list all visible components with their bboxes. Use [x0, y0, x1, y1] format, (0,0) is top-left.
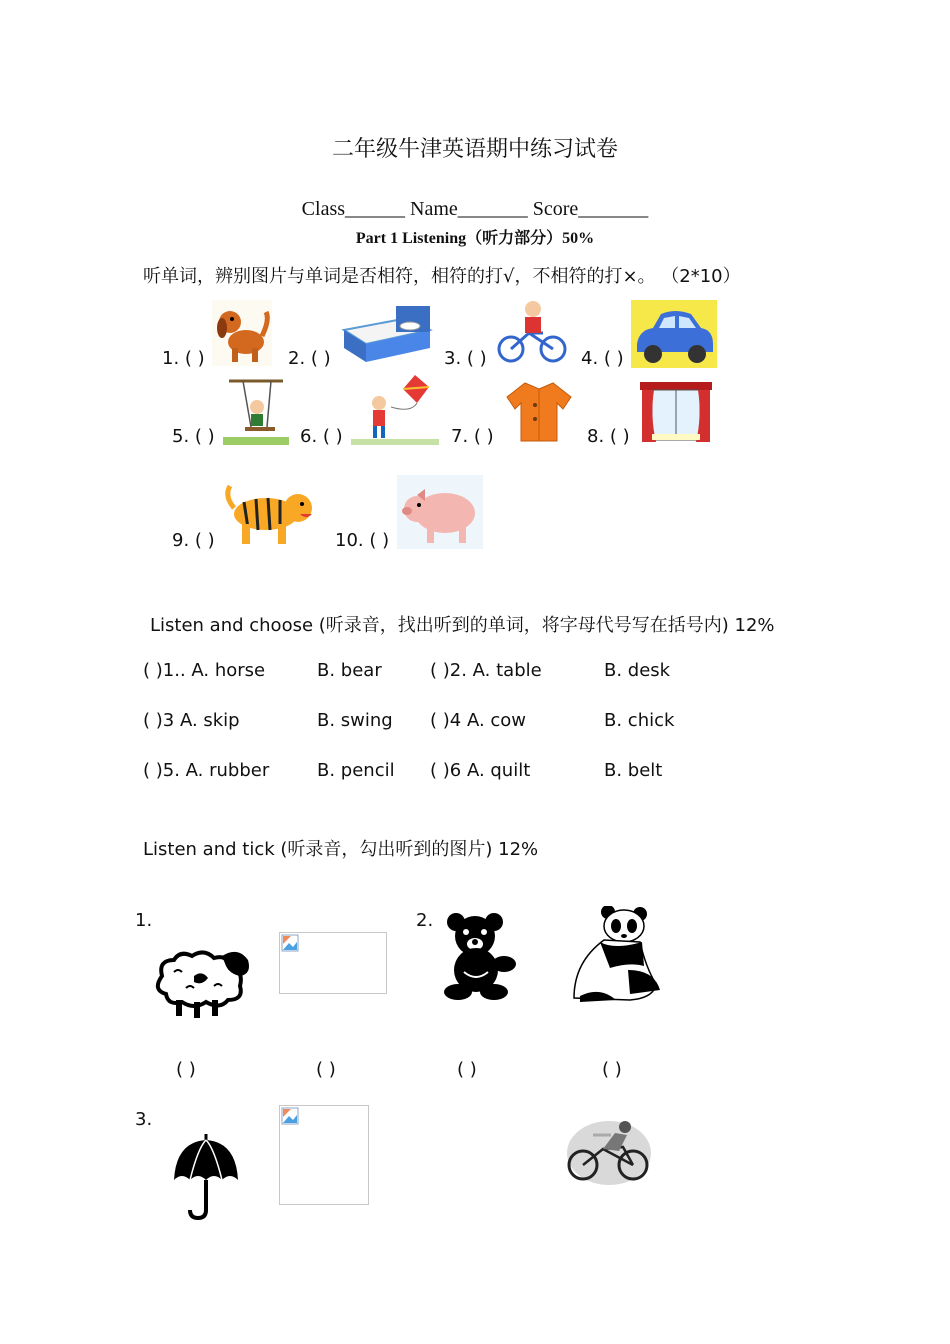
panda-icon: [570, 906, 662, 1006]
page-title: 二年级牛津英语期中练习试卷: [331, 136, 618, 161]
swing-icon: [223, 379, 289, 445]
car-icon: [631, 300, 717, 368]
s3-answer-paren-2: ( ): [316, 1059, 336, 1080]
sheep-icon: [148, 946, 252, 1020]
s2-q5-option-b: B. pencil: [317, 760, 395, 781]
bear-icon: [440, 912, 520, 1002]
s2-q4: ( )4 A. cow: [430, 710, 527, 731]
pig-icon: [397, 475, 483, 549]
s1-item-10-label: 10. ( ): [335, 530, 390, 551]
section2-instruction: Listen and choose (听录音，找出听到的单词，将字母代号写在括号内) 12%: [150, 615, 775, 636]
part1-heading: Part 1 Listening（听力部分）50%: [355, 230, 595, 247]
boy-bicycle-icon: [495, 297, 569, 365]
s1-item-3-label: 3. ( ): [444, 348, 487, 369]
s1-item-8-label: 8. ( ): [587, 426, 630, 447]
section1-instruction: 听单词，辨别图片与单词是否相符，相符的打√，不相符的打×。 （2*10）: [143, 266, 741, 287]
s1-item-7-label: 7. ( ): [451, 426, 494, 447]
class-name-score-line: Class______ Name_______ Score_______: [301, 198, 649, 220]
s2-q3-option-b: B. swing: [317, 710, 393, 731]
kite-icon: [351, 373, 439, 445]
s2-q1-option-b: B. bear: [317, 660, 382, 681]
cyclist-icon: [563, 1115, 653, 1189]
s1-item-2-label: 2. ( ): [288, 348, 331, 369]
s1-item-9-label: 9. ( ): [172, 530, 215, 551]
coat-icon: [501, 379, 577, 443]
s3-group-3-label: 3.: [135, 1109, 153, 1130]
broken-image-icon: [279, 932, 387, 994]
window-icon: [638, 380, 714, 446]
s3-group-1-label: 1.: [135, 910, 153, 931]
s1-item-6-label: 6. ( ): [300, 426, 343, 447]
section3-instruction: Listen and tick (听录音，勾出听到的图片) 12%: [143, 839, 539, 860]
broken-image-icon: [279, 1105, 369, 1205]
s1-item-1-label: 1. ( ): [162, 348, 205, 369]
s3-answer-paren-4: ( ): [602, 1059, 622, 1080]
s2-q1: ( )1.. A. horse: [143, 660, 266, 681]
s3-answer-paren-1: ( ): [176, 1059, 196, 1080]
s2-q5: ( )5. A. rubber: [143, 760, 270, 781]
s2-q3: ( )3 A. skip: [143, 710, 240, 731]
dog-icon: [212, 300, 272, 366]
s2-q6: ( )6 A. quilt: [430, 760, 531, 781]
s1-item-4-label: 4. ( ): [581, 348, 624, 369]
umbrella-icon: [170, 1132, 242, 1220]
bed-icon: [338, 300, 434, 366]
tiger-icon: [222, 472, 320, 550]
s2-q2-option-b: B. desk: [604, 660, 671, 681]
s1-item-5-label: 5. ( ): [172, 426, 215, 447]
s2-q2: ( )2. A. table: [430, 660, 542, 681]
s3-answer-paren-3: ( ): [457, 1059, 477, 1080]
s3-group-2-label: 2.: [416, 910, 434, 931]
s2-q4-option-b: B. chick: [604, 710, 675, 731]
s2-q6-option-b: B. belt: [604, 760, 663, 781]
